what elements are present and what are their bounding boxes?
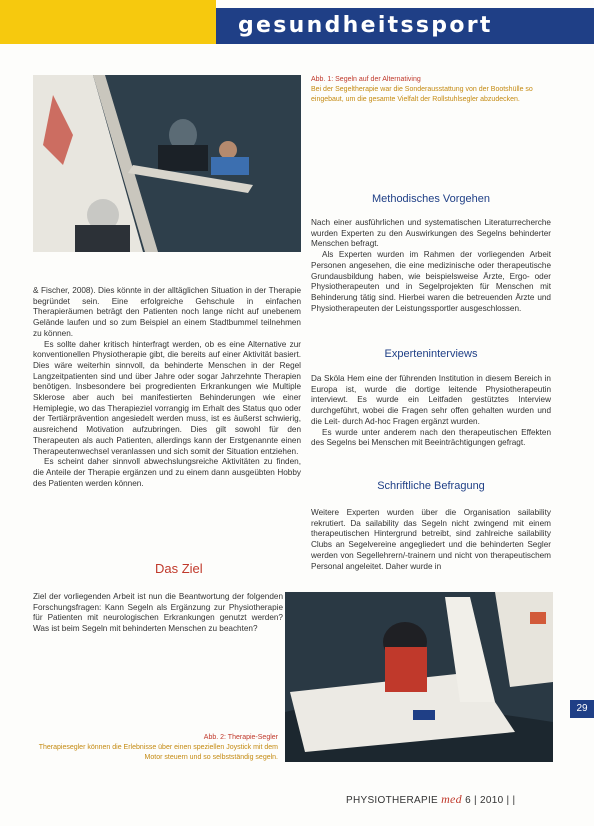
sailing-photo-1-illustration: [33, 75, 301, 252]
methodisches-vorgehen-text: [311, 218, 551, 314]
journal-name: PHYSIOTHERAPIE: [346, 795, 438, 806]
left-column-text: [33, 286, 301, 489]
paragraph: Es scheint daher sinnvoll abwechslungsreiche Aktivitäten zu finden, die Anteile der Therapie ergänzen und zu einem dann ausgeübten Hobby des Patienten werden können.: [33, 457, 301, 488]
paragraph: Nach einer ausführlichen und systematischen Literaturrecherche wurden Experten zu den Auswirkungen des Segelns behinderter Menschen befragt.: [311, 218, 551, 249]
paragraph: Weitere Experten wurden über die Organisation sailability rekrutiert. Da sailability das Segeln nicht zwingend mit einem therapeutischen Hintergrund betreibt, sind zahlreiche sailability Clubs an Segelvereine angegliedert und die behinderten Segler werden von Segellehrern/-trainern und nicht von therapeutischem Personal angeleitet. Daher wurde in: [311, 508, 551, 571]
figure-1-caption: [311, 75, 551, 105]
paragraph: & Fischer, 2008). Dies könnte in der alltäglichen Situation in der Therapie begründet sein. Eine erfolgreiche Gehschule in einfachen Therapieräumen beträgt den Patienten noch lange nicht auf unebenem Gelände laufen und so zum Beispiel an einem Stadtbummel teilnehmen zu können.: [33, 286, 301, 338]
paragraph: Es sollte daher kritisch hinterfragt werden, ob es eine Alternative zur konventionellen Physiotherapie gibt, die bereits auf einer Aktivität basiert. Dies wäre weiterhin sinnvoll, da behinderte Menschen in der Regel Langzeitpatienten sind und über Jahre oder sogar Jahrzehnte Therapien benötigen. Insbesondere bei progredienten Erkrankungen wie Multiple Sklerose aber auch bei manifestierten Behinderungen wie einer Hemiplegie, wo das Therapieziel vorrangig im Erhalt des Status quo oder der Tertiärprävention angesiedelt werden muss, ist es äußerst schwierig, ausreichend Motivation aufzubringen. Dies gilt sowohl für den Therapeuten als auch Patienten, allerdings kann der Erstgenannte einen Therapeutenwechsel veranlassen und sich somit der Situation entziehen.: [33, 339, 301, 456]
paragraph: Es wurde unter anderem nach den therapeutischen Effekten des Segelns bei Menschen mit Beeinträchtigungen gefragt.: [311, 427, 551, 448]
section-heading-ziel: Das Ziel: [155, 561, 203, 576]
section-header: [216, 8, 594, 44]
figure-1-image: [33, 75, 301, 252]
ziel-paragraph: [33, 592, 283, 635]
section-heading-schriftliche-befragung: Schriftliche Befragung: [377, 480, 485, 492]
header-accent: [0, 0, 216, 44]
paragraph: Als Experten wurden im Rahmen der vorliegenden Arbeit Personen angesehen, die eine medizinische oder therapeutische Grundausbildung haben, wie beispielsweise Ärzte, Ergo- oder Physiotherapeuten und in Segelprojekten für Menschen mit Behinderung tätig sind. Hierbei waren die betreuenden Ärzte und Physiotherapeuten der Leistungssportler ausgeschlossen.: [311, 250, 551, 313]
issue-info: 6 | 2010 | |: [465, 795, 516, 806]
journal-name-med: med: [441, 792, 462, 806]
figure-2-image: [285, 592, 553, 762]
figure-1-caption-label: Abb. 1: Segeln auf der Alternativing: [311, 76, 421, 83]
figure-1-caption-text: Bei der Segeltherapie war die Sonderausstattung von der Bootshülle so eingebaut, um die gesamte Vielfalt der Rollstuhlsegler abzudecken.: [311, 86, 533, 103]
figure-2-caption-text: Therapiesegler können die Erlebnisse über einen speziellen Joystick mit dem Motor steuern und so selbstständig segeln.: [38, 744, 278, 761]
figure-2-caption-label: Abb. 2: Therapie-Segler: [203, 734, 278, 741]
experteninterviews-text: [311, 374, 551, 449]
section-heading-experteninterviews: Experteninterviews: [384, 348, 478, 360]
section-heading-methodisches-vorgehen: Methodisches Vorgehen: [371, 193, 491, 205]
paragraph: Da Sköla Hem eine der führenden Institution in diesem Bereich in Europa ist, wurde die dortige leitende Physiotherapeutin interviewt. Es wurde ein Leitfaden gestütztes Interview durchgeführt, wobei die Fragen sehr offen gehalten wurden und die Leit- durch Ad-hoc Fragen ergänzt wurden.: [311, 374, 551, 426]
figure-2-caption: [33, 733, 278, 763]
journal-footer: [346, 792, 515, 807]
page-number: 29: [570, 700, 594, 718]
paragraph: Ziel der vorliegenden Arbeit ist nun die Beantwortung der folgenden Forschungsfragen: Kann Segeln als Ergänzung zur Physiotherapie für Patienten mit neurologischen Erkrankungen genutzt werden? Was ist beim Segeln mit behinderten Menschen zu beachten?: [33, 592, 283, 634]
sailing-photo-2-illustration: [285, 592, 553, 762]
schriftliche-befragung-text: [311, 508, 551, 572]
section-title: gesundheitssport: [238, 13, 493, 38]
